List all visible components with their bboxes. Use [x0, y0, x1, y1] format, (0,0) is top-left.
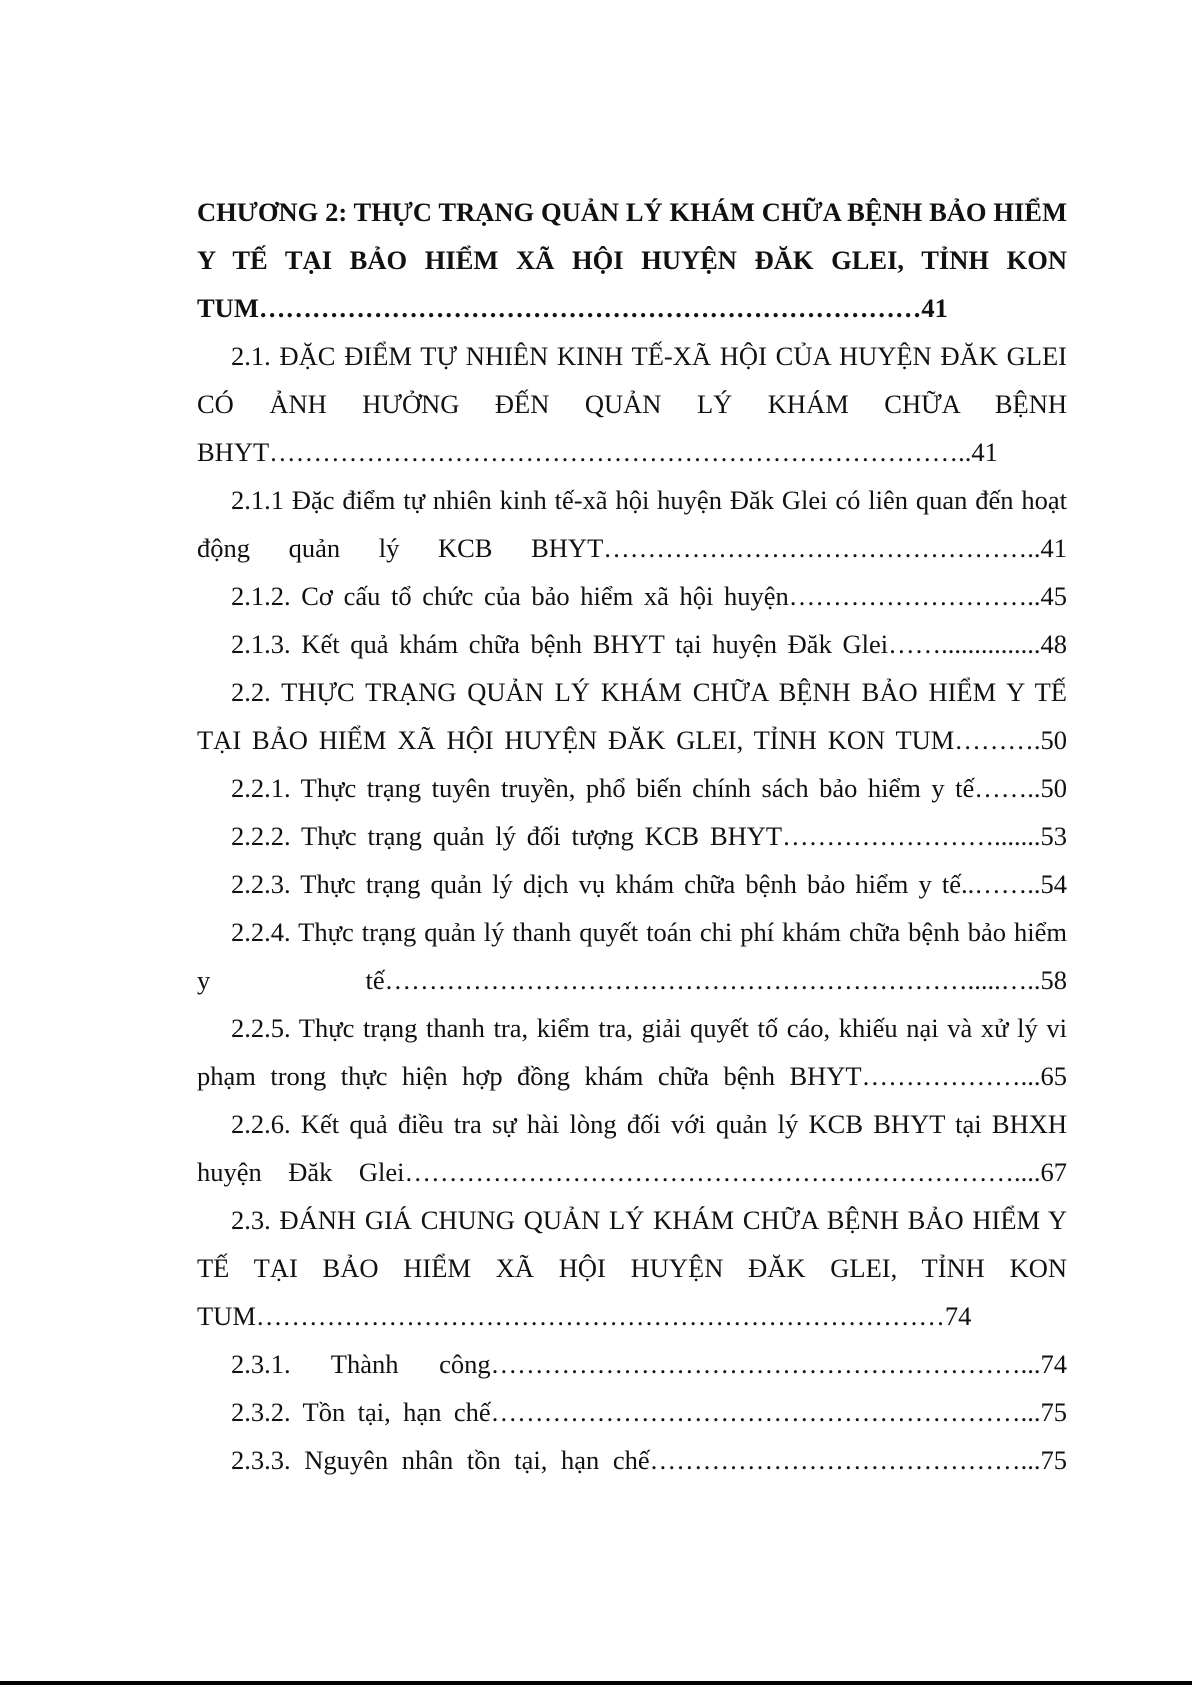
toc-entry-2-1-2[interactable]: [197, 572, 1067, 620]
toc-entry-2-3-2[interactable]: [197, 1388, 1067, 1436]
toc-entry-title: 2.1.2. Cơ cấu tổ chức của bảo hiểm xã hội huyện: [231, 581, 789, 611]
toc-page-number: 53: [1040, 821, 1067, 851]
toc-entry-2-2-6[interactable]: [197, 1100, 1067, 1196]
toc-entry-title: 2.3.1. Thành công: [231, 1349, 491, 1379]
toc-entry-2-1-3[interactable]: [197, 620, 1067, 668]
toc-entry-title: CHƯƠNG 2: THỰC TRẠNG QUẢN LÝ KHÁM CHỮA BỆNH BẢO HIỂM Y TẾ TẠI BẢO HIỂM XÃ HỘI HUYỆN ĐĂK GLEI, TỈNH KON TUM: [197, 197, 1067, 323]
toc-entry-2-2-2[interactable]: [197, 812, 1067, 860]
toc-entry-title: 2.3. ĐÁNH GIÁ CHUNG QUẢN LÝ KHÁM CHỮA BỆNH BẢO HIỂM Y TẾ TẠI BẢO HIỂM XÃ HỘI HUYỆN ĐĂK GLEI, TỈNH KON TUM: [197, 1205, 1067, 1331]
toc-leader: …………………………………………………………………: [258, 293, 922, 323]
table-of-contents: [197, 188, 1067, 1484]
toc-leader: ……...............: [888, 629, 1041, 659]
toc-leader: ……………………………………………………...: [490, 1397, 1041, 1427]
toc-entry-title: 2.2.6. Kết quả điều tra sự hài lòng đối với quản lý KCB BHYT tại BHXH huyện Đăk Glei: [197, 1109, 1067, 1187]
toc-page-number: 48: [1040, 629, 1067, 659]
toc-page-number: 75: [1040, 1445, 1067, 1475]
toc-page-number: 41: [1040, 533, 1067, 563]
toc-entry-title: 2.2.3. Thực trạng quản lý dịch vụ khám chữa bệnh bảo hiểm y tế: [231, 869, 961, 899]
page-bottom-border: [0, 1681, 1192, 1685]
toc-page-number: 41: [921, 293, 948, 323]
toc-page-number: 67: [1040, 1157, 1067, 1187]
toc-leader: ……….: [954, 725, 1041, 755]
toc-entry-title: 2.1.3. Kết quả khám chữa bệnh BHYT tại huyện Đăk Glei: [231, 629, 889, 659]
toc-entry-title: 2.2.4. Thực trạng quản lý thanh quyết toán chi phí khám chữa bệnh bảo hiểm y tế: [197, 917, 1067, 995]
toc-entry-chapter-2[interactable]: [197, 188, 1067, 332]
toc-leader: ……………………………………………………………………: [255, 1301, 945, 1331]
toc-entry-title: 2.1.1 Đặc điểm tự nhiên kinh tế-xã hội huyện Đăk Glei có liên quan đến hoạt động quản lý KCB BHYT: [197, 485, 1067, 563]
toc-page-number: 74: [1040, 1349, 1067, 1379]
toc-entry-2-2-4[interactable]: [197, 908, 1067, 1004]
toc-page-number: 50: [1040, 773, 1067, 803]
toc-entry-title: 2.1. ĐẶC ĐIỂM TỰ NHIÊN KINH TẾ-XÃ HỘI CỦA HUYỆN ĐĂK GLEI CÓ ẢNH HƯỞNG ĐẾN QUẢN LÝ KHÁM CHỮA BỆNH BHYT: [197, 341, 1067, 467]
toc-entry-2-2-1[interactable]: [197, 764, 1067, 812]
toc-entry-2-3-3[interactable]: [197, 1436, 1067, 1484]
toc-page-number: 74: [944, 1301, 972, 1331]
toc-entry-2-1-1[interactable]: [197, 476, 1067, 572]
toc-entry-title: 2.3.2. Tồn tại, hạn chế: [231, 1397, 491, 1427]
toc-page-number: 58: [1040, 965, 1067, 995]
toc-leader: …………………………………………..: [603, 533, 1041, 563]
toc-leader: ……..: [974, 773, 1041, 803]
toc-entry-title: 2.2.1. Thực trạng tuyên truyền, phổ biến chính sách bảo hiểm y tế: [231, 773, 975, 803]
toc-entry-2-1[interactable]: [197, 332, 1067, 476]
toc-entry-title: 2.2. THỰC TRẠNG QUẢN LÝ KHÁM CHỮA BỆNH BẢO HIỂM Y TẾ TẠI BẢO HIỂM XÃ HỘI HUYỆN ĐĂK GLEI, TỈNH KON TUM: [197, 677, 1067, 755]
toc-entry-2-2[interactable]: [197, 668, 1067, 764]
toc-entry-title: 2.3.3. Nguyên nhân tồn tại, hạn chế: [231, 1445, 650, 1475]
toc-page-number: 45: [1040, 581, 1067, 611]
toc-entry-2-3[interactable]: [197, 1196, 1067, 1340]
toc-entry-2-2-5[interactable]: [197, 1004, 1067, 1100]
toc-entry-2-2-3[interactable]: [197, 860, 1067, 908]
toc-leader: ……………………………………………………………....: [404, 1157, 1041, 1187]
toc-page-number: 65: [1040, 1061, 1067, 1091]
toc-leader: ………………………..: [788, 581, 1041, 611]
toc-page-number: 41: [971, 437, 998, 467]
toc-entry-2-3-1[interactable]: [197, 1340, 1067, 1388]
toc-leader: …………………….......: [782, 821, 1041, 851]
toc-leader: ………………………………………………………….....…..: [384, 965, 1041, 995]
toc-leader: ………………...: [861, 1061, 1041, 1091]
toc-leader: ……………………………………………………………………..: [269, 437, 972, 467]
toc-entry-title: 2.2.5. Thực trạng thanh tra, kiểm tra, giải quyết tố cáo, khiếu nại và xử lý vi phạm trong thực hiện hợp đồng khám chữa bệnh BHYT: [197, 1013, 1067, 1091]
toc-page-number: 75: [1040, 1397, 1067, 1427]
toc-leader: ..……..: [961, 869, 1041, 899]
toc-page-number: 50: [1040, 725, 1067, 755]
toc-leader: ……………………………………...: [649, 1445, 1041, 1475]
toc-leader: ……………………………………………………...: [490, 1349, 1041, 1379]
toc-page-number: 54: [1040, 869, 1067, 899]
toc-entry-title: 2.2.2. Thực trạng quản lý đối tượng KCB BHYT: [231, 821, 783, 851]
